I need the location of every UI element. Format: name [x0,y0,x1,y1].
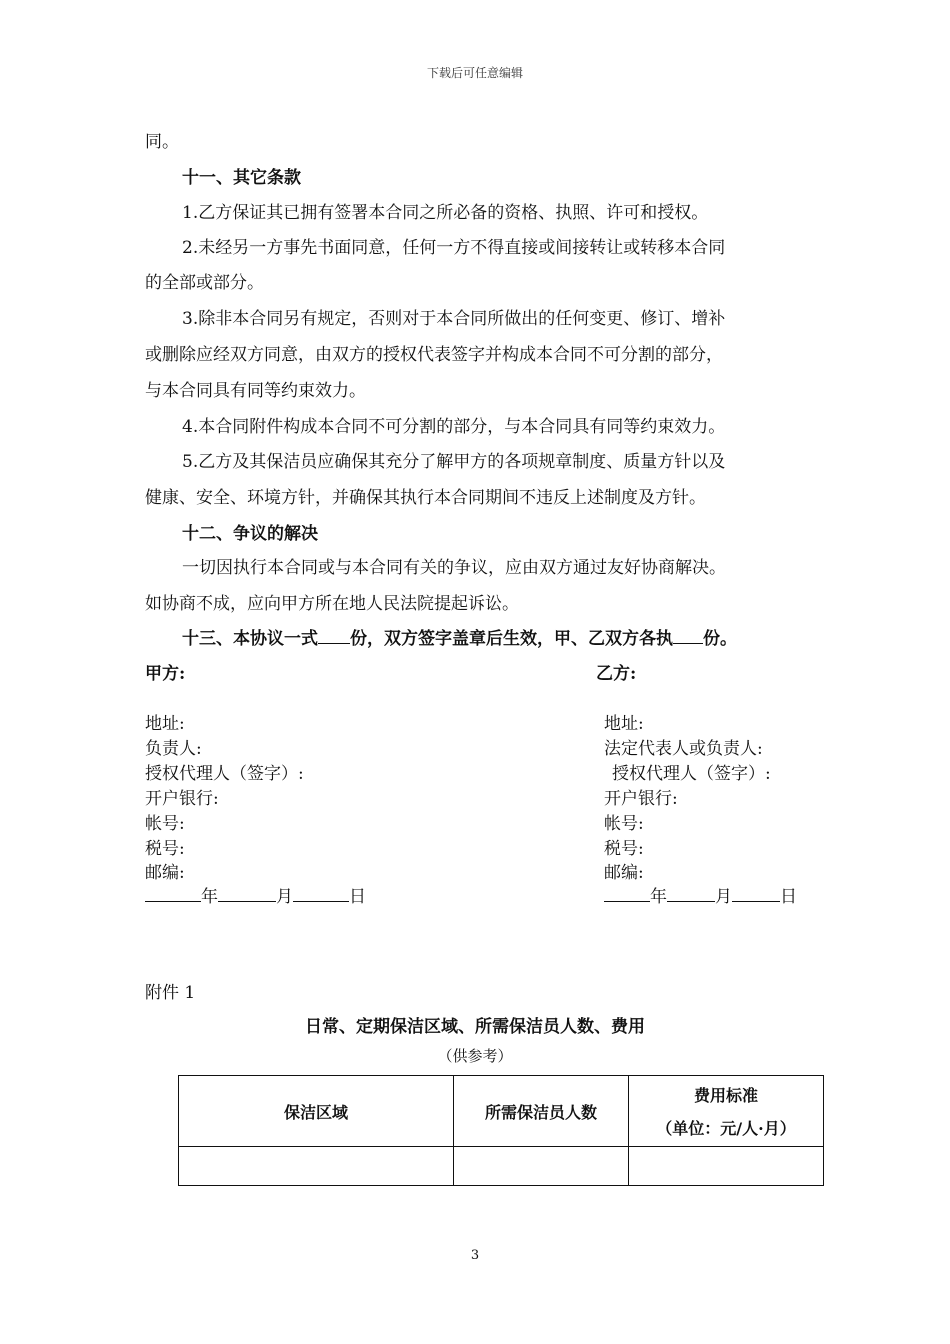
annex-table [178,1075,824,1186]
column-header-fee [629,1076,824,1147]
month-blank [218,885,276,902]
month-label: 月 [715,887,732,907]
year-blank [145,885,201,902]
table-header-row [179,1076,824,1147]
party-b-title: 乙方: [596,664,637,684]
clause-1: 1.乙方保证其已拥有签署本合同之所必备的资格、执照、许可和授权。 [182,203,709,223]
clause-3-line-3: 与本合同具有同等约束效力。 [145,381,366,401]
party-a-responsible: 负责人: [145,739,202,759]
clause-2-line-2: 的全部或部分。 [145,273,264,293]
day-label: 日 [780,887,797,907]
section-heading-13 [182,624,737,649]
party-a-address: 地址: [145,714,185,734]
section-heading-12: 十二、争议的解决 [182,524,318,544]
paragraph-continuation: 同。 [145,132,179,152]
dispute-line-1: 一切因执行本合同或与本合同有关的争议，应由双方通过友好协商解决。 [182,558,726,578]
section-13-part-1: 十三、本协议一式 [182,629,318,649]
party-b-address: 地址: [604,714,644,734]
annex-subtitle: （供参考） [437,1047,513,1065]
clause-3-line-2: 或删除应经双方同意，由双方的授权代表签字并构成本合同不可分割的部分， [145,345,723,365]
party-a-agent: 授权代理人（签字）: [145,764,304,784]
table-cell [454,1147,629,1186]
day-blank [293,885,349,902]
party-a-bank: 开户银行: [145,789,219,809]
party-b-bank: 开户银行: [604,789,678,809]
clause-3-line-1: 3.除非本合同另有规定，否则对于本合同所做出的任何变更、修订、增补 [182,309,726,329]
page-number: 3 [470,1248,480,1263]
column-header-area: 保洁区域 [179,1076,454,1147]
column-header-staff-count: 所需保洁员人数 [454,1076,629,1147]
party-b-responsible: 法定代表人或负责人: [604,739,763,759]
party-a-title: 甲方: [145,664,186,684]
annex-label: 附件 1 [145,983,196,1003]
party-b-postcode: 邮编: [604,863,644,883]
party-b-agent: 授权代理人（签字）: [612,764,771,784]
clause-2-line-1: 2.未经另一方事先书面同意，任何一方不得直接或间接转让或转移本合同 [182,238,726,258]
annex-title: 日常、定期保洁区域、所需保洁员人数、费用 [305,1017,645,1037]
month-label: 月 [276,887,293,907]
year-label: 年 [650,887,667,907]
year-label: 年 [201,887,218,907]
section-heading-11: 十一、其它条款 [182,168,301,188]
copies-blank [318,627,350,644]
party-a-date [145,882,366,907]
fee-header-label: 费用标准 [693,1086,758,1105]
day-blank [732,885,780,902]
table-cell [629,1147,824,1186]
section-13-part-2: 份，双方签字盖章后生效，甲、乙双方各执 [350,629,673,649]
party-a-account: 帐号: [145,814,185,834]
fee-header-unit: （单位：元/人·月） [656,1119,796,1138]
copies-each-blank [673,627,703,644]
table-cell [179,1147,454,1186]
party-a-postcode: 邮编: [145,863,185,883]
clause-5-line-1: 5.乙方及其保洁员应确保其充分了解甲方的各项规章制度、质量方针以及 [182,452,726,472]
day-label: 日 [349,887,366,907]
section-13-part-3: 份。 [703,629,737,649]
table-row [179,1147,824,1186]
year-blank [604,885,650,902]
month-blank [667,885,715,902]
dispute-line-2: 如协商不成，应向甲方所在地人民法院提起诉讼。 [145,594,519,614]
clause-4: 4.本合同附件构成本合同不可分割的部分，与本合同具有同等约束效力。 [182,417,726,437]
clause-5-line-2: 健康、安全、环境方针，并确保其执行本合同期间不违反上述制度及方针。 [145,488,706,508]
page-header: 下载后可任意编辑 [426,66,523,80]
party-b-account: 帐号: [604,814,644,834]
party-a-tax: 税号: [145,839,185,859]
party-b-tax: 税号: [604,839,644,859]
party-b-date [604,882,797,907]
